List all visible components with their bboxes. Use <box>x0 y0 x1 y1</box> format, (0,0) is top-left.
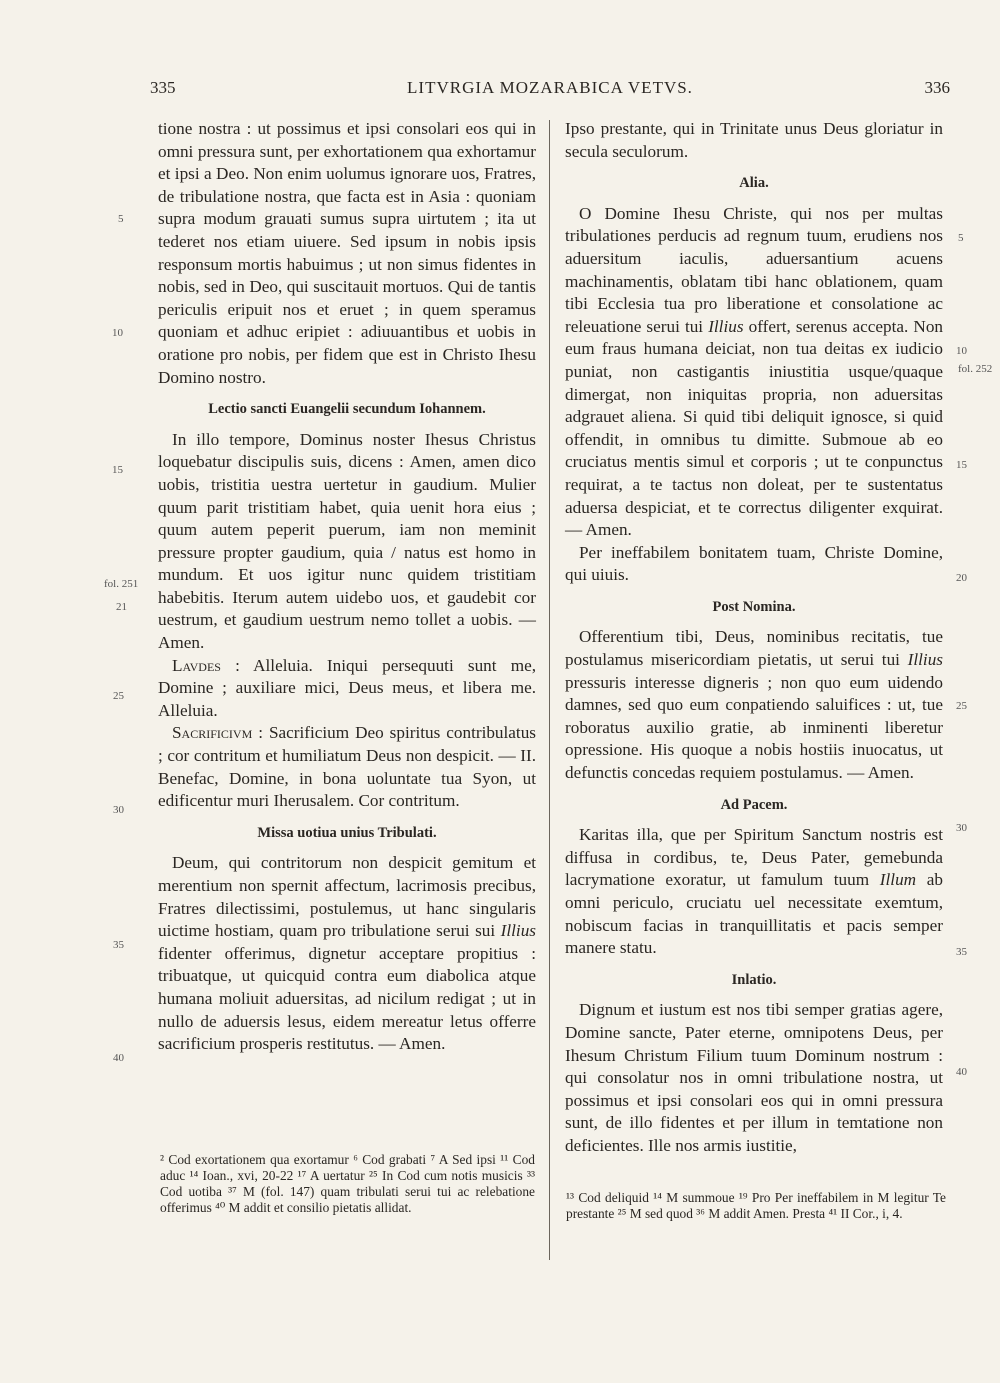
footnotes-right: ¹³ Cod deliquid ¹⁴ M summoue ¹⁹ Pro Per ineffabilem in M legitur Te prestante ²⁵ M sed quod ³⁶ M addit Amen. Presta ⁴¹ II Cor., i, 4. <box>566 1190 946 1221</box>
line-number: 40 <box>956 1066 967 1078</box>
alia-heading: Alia. <box>739 175 769 192</box>
missa-text: Deum, qui contritorum non despicit gemitum et merentium non spernit affectum, lacrimosis precibus, Fratres dilectissimi, postulemus, ut hanc singularis uictime hostiam, quam pro tribulatione serui sui Illius fidenter offerimus, dignetur acceptare propitius : tribuatque, ut quicquid contra eum diabolica atque humana moliuit aduersitas, ad nicilum redigat ; ut in nullo de aduersis lesus, eidem mereatur letus offerre sacrificium prosperis restitutus. — Amen. <box>158 853 536 1054</box>
line-number: 35 <box>113 939 124 951</box>
laudes-text: : Alleluia. Iniqui persequuti sunt me, Domine ; auxiliare mici, Deus meus, et libera me. Alleluia. <box>158 655 536 720</box>
left-column <box>158 118 536 1056</box>
line-number: 40 <box>113 1052 124 1064</box>
right-column <box>565 118 943 1158</box>
line-number: 30 <box>113 804 124 816</box>
line-number: 10 <box>956 345 967 357</box>
post-nomina-text: Offerentium tibi, Deus, nominibus recitatis, tue postulamus misericordiam pietatis, ut serui tui Illius pressuris interesse digneris ; non quo eum uidendo damnes, sed quo eum conpatiendo saluifices : ut, tue roboratus auxilio gratie, ab inminenti liberetur opressione. His quoque a nobis hostiis inuocatus, ut defunctis concedas requiem postulamus. — Amen. <box>565 627 943 783</box>
laudes-label: Lavdes <box>172 655 221 675</box>
folio-marker: fol. 252 <box>958 363 993 375</box>
missa-heading: Missa uotiua unius Tribulati. <box>257 824 437 841</box>
line-number: 5 <box>118 213 124 225</box>
alia-text: O Domine Ihesu Christe, qui nos per multas tribulationes perducis ad regnum tuum, erudiens nos aduersitum iaculis, aduersantium acuens machinamentis, oblatam tibi hanc oblationem, quam tibi Ecclesia tua pro liberatione et consolatione ac releuatione serui tui Illius offert, serenus accepta. Non eum fraus humana deiciat, non tua deitas ex iudicio puniat, non castigantis iniustitia usque/quaque dimergat, non iniquitas propria, non aduersitas adgrauet aliena. Si quid tibi deliquit ignosce, si quid offendit, in omnibus tu dimitte. Submoue ab eo cruciatus mentis simul et corporis ; ut te conpunctus requirat, a te tactus non doleat, per te sustentatus aduersa despiciat, et te correctus diligenter exquirat. — Amen. <box>565 203 944 540</box>
conclusion-text: Per ineffabilem bonitatem tuam, Christe Domine, qui uiuis. <box>565 542 943 585</box>
line-number: 15 <box>956 459 967 471</box>
post-nomina-heading: Post Nomina. <box>712 598 796 615</box>
line-number: 25 <box>956 700 967 712</box>
sacrificium-paragraph <box>158 722 536 812</box>
ad-pacem-text: Karitas illa, que per Spiritum Sanctum nostris est diffusa in cordibus, te, Deus Pater, gemebunda lacrymatione exoratur, ut famulum tuum Illum ab omni periculo, cruciatu uel necessitate exemtum, nobiscum facias in tranquillitatis et pacis semper manere statu. <box>565 825 943 958</box>
sacrificium-text: : Sacrificium Deo spiritus contribulatus ; cor contritum et humiliatum Deus non despicit. — II. Benefac, Domine, in bona uoluntate tua Syon, ut edificentur muri Iherusalem. Cor contritum. <box>158 723 536 811</box>
line-number: 15 <box>112 464 123 476</box>
column-divider <box>549 120 550 1260</box>
footnotes-left: ² Cod exortationem qua exortamur ⁶ Cod grabati ⁷ A Sed ipsi ¹¹ Cod aduc ¹⁴ Ioan., xvi, 20-22 ¹⁷ A uertatur ²⁵ In Cod cum notis musicis ³³ Cod uotiba ³⁷ M (fol. 147) quam tribulati serui tui ac relebatione offerimus ⁴⁰ M addit et consilio pietatis allidat. <box>160 1152 535 1215</box>
line-number: 20 <box>956 572 967 584</box>
gospel-text: In illo tempore, Dominus noster Ihesus Christus loquebatur discipulis suis, dicens : Amen, amen dico uobis, tristitia uestra uertetur in gaudium. Mulier quum parit tristitiam habet, quia uenit hora eius ; quum autem peperit puerum, iam non meminit pressure propter gaudium, quia / natus est homo in mundum. Et uos igitur nunc quidem tristitiam habebitis. Iterum autem uidebo uos, et gaudebit cor uestrum, et gaudium uestrum nemo tollet a uobis. — Amen. <box>158 429 536 653</box>
epistle-continuation: tione nostra : ut possimus et ipsi consolari eos qui in omni pressura sunt, per exhortationem qua exhortamur et ipsi a Deo. Non enim uolumus ignorare uos, Fratres, de tribulatione nostra, que facta est in Asia : quoniam supra modum grauati sumus supra uirtutem ; ita ut tederet nos etiam uiuere. Sed ipsum in nobis ipsis responsum mortis habuimus ; ut non simus fidentes in nobis, sed in Deo, qui suscitauit mortuos. Qui de tantis periculis eripuit nos et eruet ; in quem speramus quoniam et adhuc eripiet : adiuuantibus et uobis in oratione pro nobis, per fidem que est in Christo Ihesu Domino nostro. <box>158 119 536 387</box>
sacrificium-label: Sacrificivm <box>172 723 253 743</box>
inlatio-heading: Inlatio. <box>731 971 777 988</box>
line-number: 30 <box>956 822 967 834</box>
folio-marker: fol. 251 <box>104 578 139 590</box>
doxology: Ipso prestante, qui in Trinitate unus Deus gloriatur in secula seculorum. <box>565 119 943 161</box>
inlatio-text: Dignum et iustum est nos tibi semper gratias agere, Domine sancte, Pater eterne, omnipotens Deus, per Ihesum Christum Filium tuum Dominum nostrum : qui consolatur nos in omni tribulatione nostra, ut possimus et ipsi consolari eos qui in omni pressura sunt, de illo fidentes et per illum in temtatione non deficientes. Ille nos armis iustitie, <box>565 1000 943 1155</box>
ad-pacem-heading: Ad Pacem. <box>720 796 788 813</box>
line-number: 10 <box>112 327 123 339</box>
line-number: 21 <box>116 601 127 613</box>
line-number: 5 <box>958 232 964 244</box>
page-number-right: 336 <box>924 78 950 97</box>
page-number-left: 335 <box>150 78 176 97</box>
running-title: LITVRGIA MOZARABICA VETVS. <box>407 78 693 97</box>
line-number: 25 <box>113 690 124 702</box>
line-number: 35 <box>956 946 967 958</box>
gospel-heading: Lectio sancti Euangelii secundum Iohannem. <box>208 401 486 418</box>
running-header <box>150 78 950 102</box>
laudes-paragraph <box>158 655 536 723</box>
